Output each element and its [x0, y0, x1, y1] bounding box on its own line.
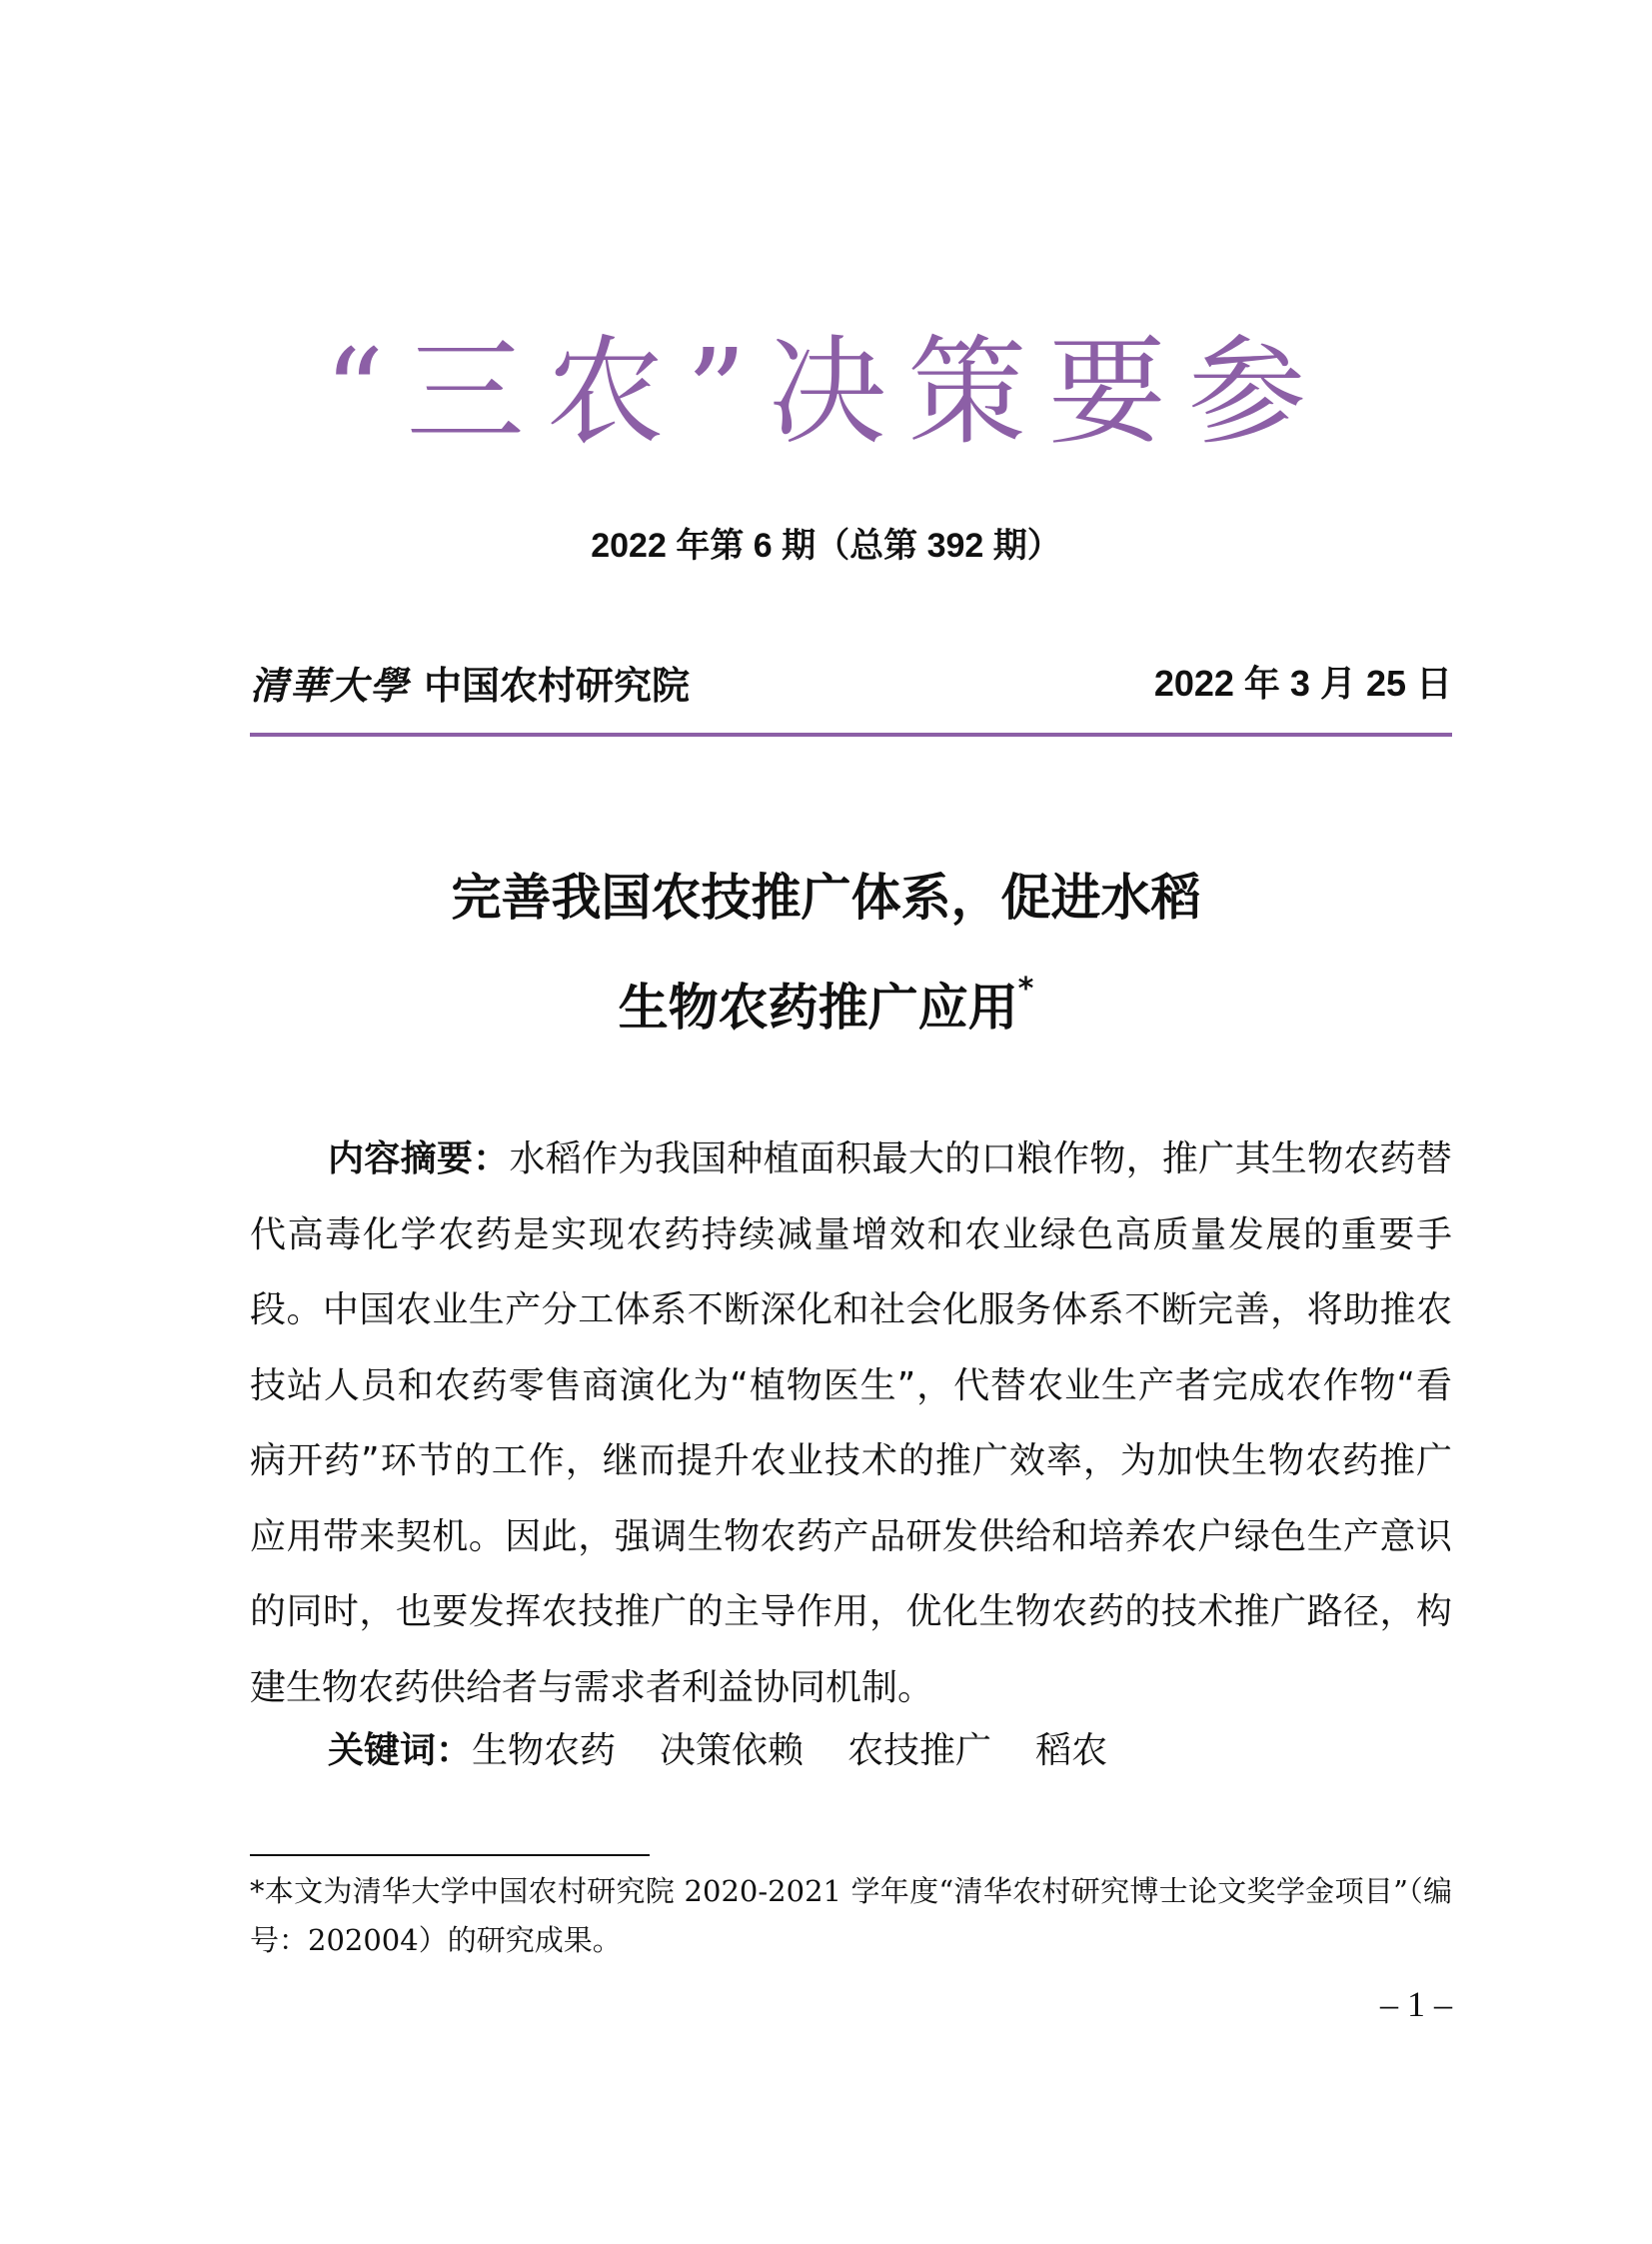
institution-header: [250, 652, 690, 712]
keyword: 决策依赖: [660, 1730, 805, 1771]
keywords: [328, 1721, 1151, 1781]
keyword: 农技推广: [847, 1730, 992, 1771]
issue-number: 2022 年第 6 期（总第 392 期）: [591, 527, 1061, 565]
article-title-line2: [0, 944, 1652, 1054]
publication-title: “三农”决策要参: [324, 323, 1328, 461]
article-title-line1: 完善我国农技推广体系，促进水稻: [451, 869, 1201, 927]
header-divider: [250, 733, 1452, 737]
page-number: – 1 –: [1380, 1984, 1452, 2024]
publication-date: 2022 年 3 月 25 日: [1153, 663, 1452, 704]
keywords-label: 关键词：: [328, 1730, 473, 1771]
keyword: 稻农: [1035, 1730, 1108, 1771]
abstract-text: 水稻作为我国种植面积最大的口粮作物，推广其生物农药替代高毒化学农药是实现农药持续减量增效和农业绿色高质量发展的重要手段。中国农业生产分工体系不断深化和社会化服务体系不断完善，将助推农技站人员和农药零售商演化为“植物医生”，代替农业生产者完成农作物“看病开药”环节的工作，继而提升农业技术的推广效率，为加快生物农药推广应用带来契机。因此，强调生物农药产品研发供给和培养农户绿色生产意识的同时，也要发挥农技推广的主导作用，优化生物农药的技术推广路径，构建生物农药供给者与需求者利益协同机制。: [250, 1138, 1452, 1708]
abstract-label: 内容摘要：: [328, 1138, 510, 1179]
abstract: [250, 1122, 1452, 1725]
keyword: 生物农药: [472, 1730, 617, 1771]
footnote-divider: [250, 1854, 650, 1856]
footnote-marker: *: [1017, 972, 1034, 1007]
university-logo-text: 清華大學: [250, 662, 411, 708]
footnote: *本文为清华大学中国农村研究院 2020-2021 学年度“清华农村研究博士论文奖学金项目”（编号：202004）的研究成果。: [250, 1874, 1452, 1957]
institute-name: 中国农村研究院: [424, 663, 691, 708]
article-title: [0, 852, 1652, 1054]
article-title-line2-text: 生物农药推广应用: [618, 979, 1018, 1037]
